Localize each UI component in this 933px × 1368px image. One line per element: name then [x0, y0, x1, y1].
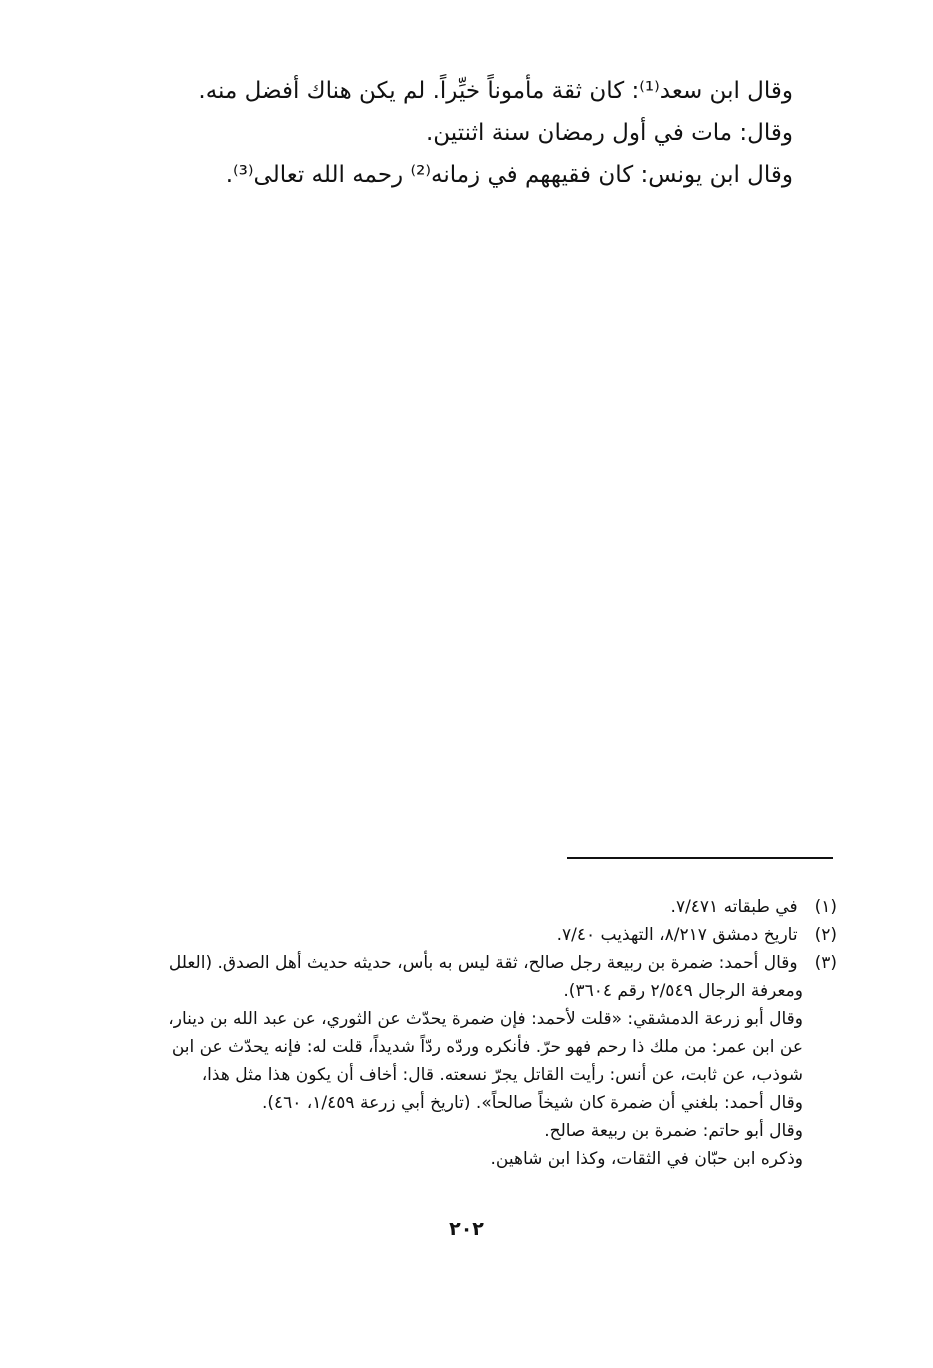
footnote-number: (٣): [814, 953, 837, 973]
footnote-text: في طبقاته ٧/٤٧١.: [670, 897, 798, 917]
footnote-line: وذكره ابن حبّان في الثقات، وكذا ابن شاهين.: [490, 1149, 803, 1169]
main-text: [153, 70, 793, 196]
footnote-separator: [567, 857, 833, 859]
main-line: وقال ابن يونس: كان فقيههم في زمانه⁽²⁾ رحمه الله تعالى⁽³⁾.: [225, 162, 793, 188]
footnote-line: وقال أحمد: بلغني أن ضمرة كان شيخاً صالحاً». (تاريخ أبي زرعة ١/٤٥٩، ٤٦٠).: [261, 1093, 803, 1113]
footnote-3: [107, 949, 837, 977]
footnotes: [107, 893, 837, 1173]
footnote-line: وقال أبو حاتم: ضمرة بن ربيعة صالح.: [544, 1121, 803, 1141]
footnote-text: تاريخ دمشق ٨/٢١٧، التهذيب ٧/٤٠.: [556, 925, 798, 945]
footnote-2: [107, 921, 837, 949]
footnote-text: وقال أحمد: ضمرة بن ربيعة رجل صالح، ثقة ليس به بأس، حديثه حديث أهل الصدق. (العلل: [168, 953, 798, 973]
footnote-line: ومعرفة الرجال ٢/٥٤٩ رقم ٣٦٠٤).: [563, 981, 803, 1001]
page-number: ٢٠٢: [449, 1218, 484, 1240]
footnote-line: وقال أبو زرعة الدمشقي: «قلت لأحمد: فإن ضمرة يحدّث عن الثوري، عن عبد الله بن دينار،: [168, 1009, 803, 1029]
footnote-1: [107, 893, 837, 921]
footnote-number: (١): [814, 897, 837, 917]
footnote-line: عن ابن عمر: من ملك ذا رحم فهو حرّ. فأنكره وردّه ردّاً شديداً، قلت له: فإنه يحدّث عن ابن: [171, 1037, 803, 1057]
main-line: وقال: مات في أول رمضان سنة اثنتين.: [425, 120, 793, 146]
footnote-line: شوذب، عن ثابت، عن أنس: رأيت القاتل يجرّ نسعته. قال: أخاف أن يكون هذا مثل هذا،: [201, 1065, 803, 1085]
main-line: وقال ابن سعد⁽¹⁾: كان ثقة مأموناً خيِّراً. لم يكن هناك أفضل منه.: [198, 78, 793, 104]
footnote-number: (٢): [814, 925, 837, 945]
